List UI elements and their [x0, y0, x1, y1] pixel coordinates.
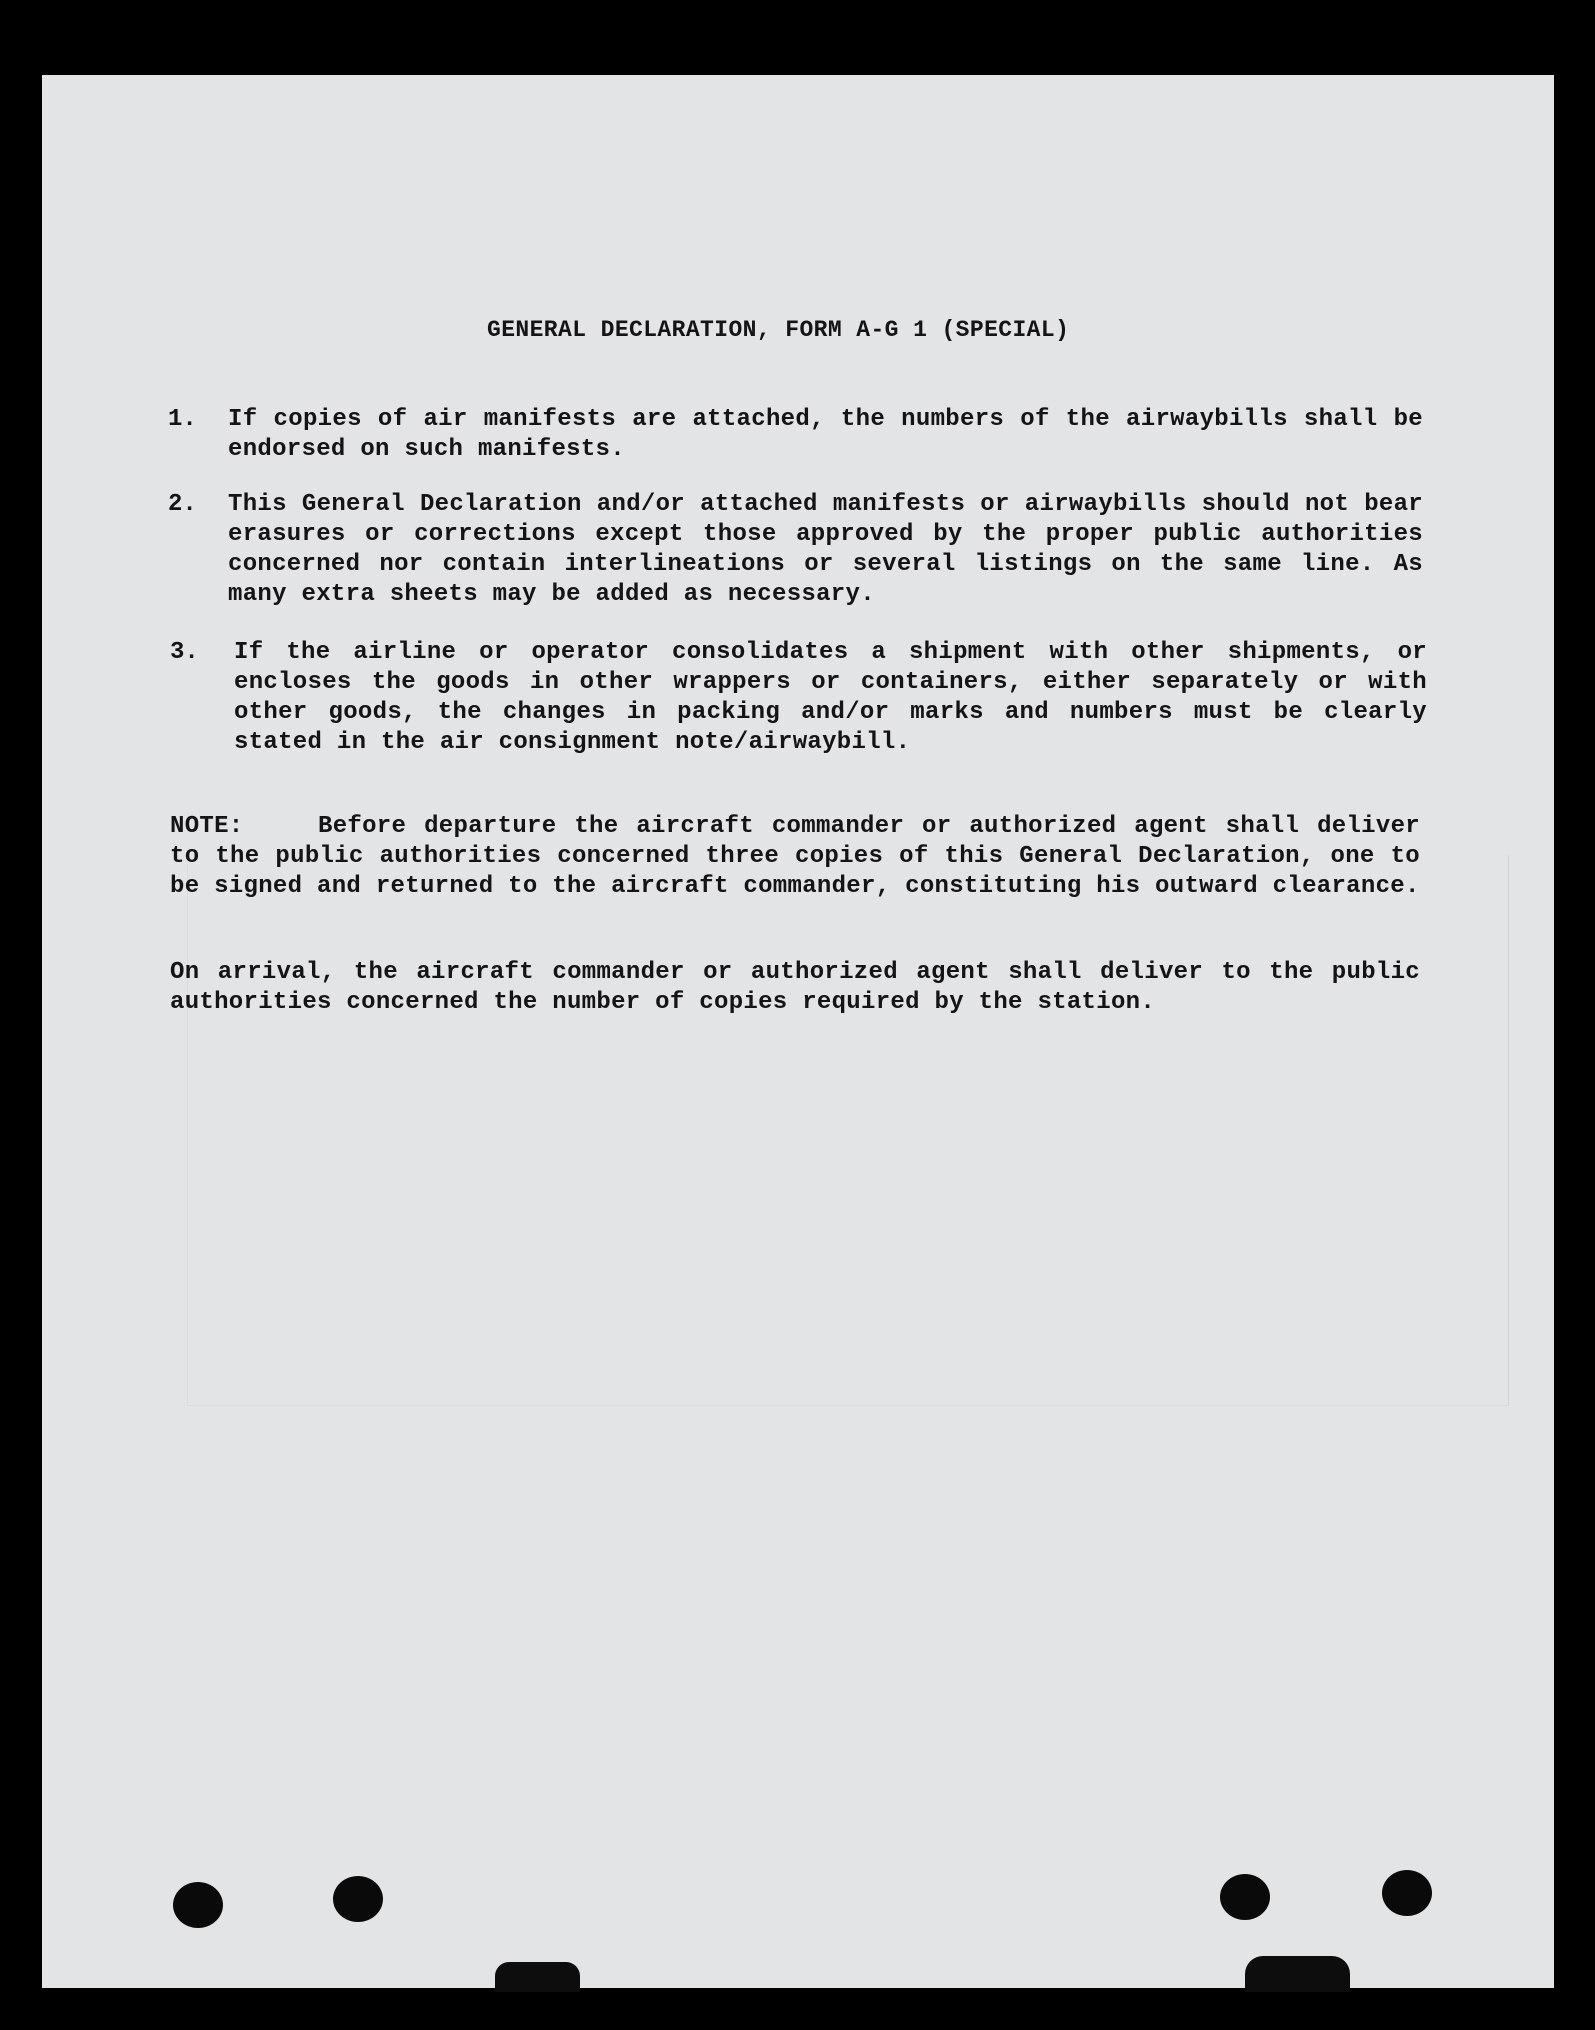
binder-hole — [333, 1876, 383, 1922]
item-number: 3. — [170, 639, 199, 666]
item-number: 1. — [168, 406, 197, 433]
item-text: If the airline or operator consolidates a shipment with other shipments, or encloses the goods in other wrappers or containers, either separately or with other goods, the changes in packing and/or marks and numbers must be clearly stated in the air consignment note/airwaybill. — [234, 639, 1427, 756]
note-label: NOTE: — [170, 813, 244, 840]
item-text: This General Declaration and/or attached manifests or airwaybills should not bear erasures or corrections except those approved by the proper public authorities concerned nor contain interlineations or several listings on the same line. As many extra sheets may be added as necessary. — [228, 491, 1423, 608]
binder-hole — [1220, 1874, 1270, 1920]
clip-shadow — [1245, 1956, 1350, 1992]
arrival-paragraph: On arrival, the aircraft commander or authorized agent shall deliver to the public authorities concerned the number of copies required by the station. — [170, 959, 1420, 1016]
note-paragraph — [170, 812, 1420, 902]
document-title: GENERAL DECLARATION, FORM A-G 1 (SPECIAL) — [487, 317, 1070, 343]
clip-shadow — [495, 1962, 580, 1992]
item-text: If copies of air manifests are attached, the numbers of the airwaybills shall be endorsed on such manifests. — [228, 406, 1423, 463]
binder-hole — [173, 1882, 223, 1928]
document-page — [42, 75, 1554, 1988]
item-number: 2. — [168, 491, 197, 518]
bleed-through-frame — [187, 855, 1509, 1406]
binder-hole — [1382, 1870, 1432, 1916]
note-text: Before departure the aircraft commander or authorized agent shall deliver to the public authorities concerned three copies of this General Declaration, one to be signed and returned to the aircraft commander, constituting his outward clearance. — [170, 813, 1420, 900]
